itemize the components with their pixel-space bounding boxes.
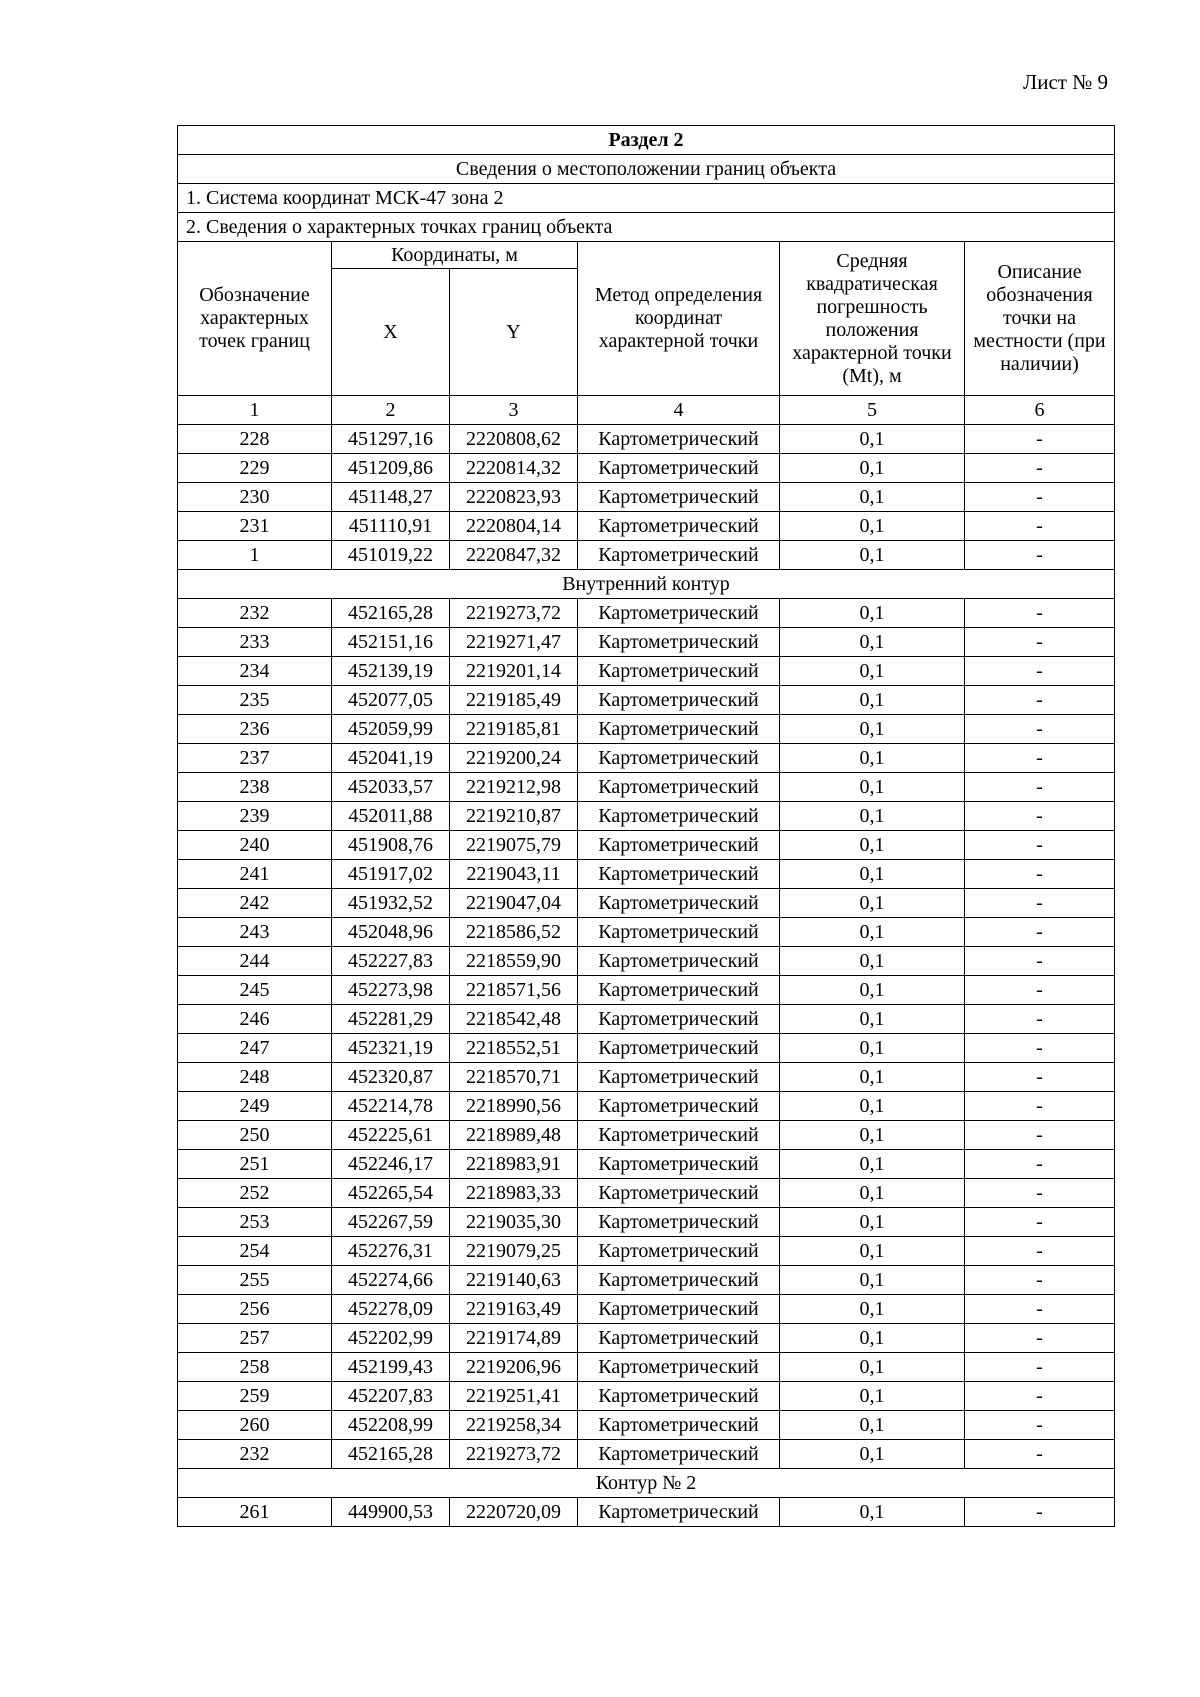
y-coordinate-cell: 2218571,56 (450, 976, 578, 1005)
error-cell: 0,1 (780, 976, 965, 1005)
x-coordinate-cell: 452059,99 (332, 715, 450, 744)
y-coordinate-cell: 2218586,52 (450, 918, 578, 947)
error-cell: 0,1 (780, 1295, 965, 1324)
header-row-1 (178, 242, 1115, 269)
y-coordinate-cell: 2219201,14 (450, 657, 578, 686)
y-coordinate-cell: 2219210,87 (450, 802, 578, 831)
header-method: Метод определения координат характерной точки (578, 242, 780, 396)
contour-label: Контур № 2 (178, 1469, 1115, 1498)
y-coordinate-cell: 2218552,51 (450, 1034, 578, 1063)
table-row (178, 512, 1115, 541)
y-coordinate-cell: 2219251,41 (450, 1382, 578, 1411)
table-row (178, 483, 1115, 512)
x-coordinate-cell: 452273,98 (332, 976, 450, 1005)
error-cell: 0,1 (780, 483, 965, 512)
point-id-cell: 236 (178, 715, 332, 744)
x-coordinate-cell: 451917,02 (332, 860, 450, 889)
y-coordinate-cell: 2218559,90 (450, 947, 578, 976)
point-id-cell: 260 (178, 1411, 332, 1440)
point-id-cell: 228 (178, 425, 332, 454)
point-id-cell: 242 (178, 889, 332, 918)
x-coordinate-cell: 452276,31 (332, 1237, 450, 1266)
point-id-cell: 230 (178, 483, 332, 512)
description-cell: - (965, 918, 1115, 947)
table-row (178, 1353, 1115, 1382)
table-row (178, 1382, 1115, 1411)
table-row (178, 1498, 1115, 1527)
table-row (178, 802, 1115, 831)
table-row (178, 889, 1115, 918)
description-cell: - (965, 1295, 1115, 1324)
y-coordinate-cell: 2218989,48 (450, 1121, 578, 1150)
description-cell: - (965, 1208, 1115, 1237)
x-coordinate-cell: 452281,29 (332, 1005, 450, 1034)
point-id-cell: 232 (178, 1440, 332, 1469)
x-coordinate-cell: 452225,61 (332, 1121, 450, 1150)
description-cell: - (965, 947, 1115, 976)
point-id-cell: 231 (178, 512, 332, 541)
x-coordinate-cell: 451209,86 (332, 454, 450, 483)
header-y: Y (450, 269, 578, 396)
y-coordinate-cell: 2220808,62 (450, 425, 578, 454)
point-id-cell: 257 (178, 1324, 332, 1353)
point-id-cell: 241 (178, 860, 332, 889)
point-id-cell: 1 (178, 541, 332, 570)
y-coordinate-cell: 2218983,33 (450, 1179, 578, 1208)
method-cell: Картометрический (578, 483, 780, 512)
x-coordinate-cell: 452202,99 (332, 1324, 450, 1353)
description-cell: - (965, 686, 1115, 715)
table-row (178, 1440, 1115, 1469)
section-title-row (178, 126, 1115, 155)
table-row (178, 1324, 1115, 1353)
table-row (178, 1121, 1115, 1150)
table-row (178, 715, 1115, 744)
x-coordinate-cell: 452265,54 (332, 1179, 450, 1208)
y-coordinate-cell: 2219035,30 (450, 1208, 578, 1237)
table-row (178, 918, 1115, 947)
error-cell: 0,1 (780, 1353, 965, 1382)
method-cell: Картометрический (578, 454, 780, 483)
x-coordinate-cell: 452278,09 (332, 1295, 450, 1324)
description-cell: - (965, 889, 1115, 918)
y-coordinate-cell: 2219047,04 (450, 889, 578, 918)
method-cell: Картометрический (578, 1498, 780, 1527)
x-coordinate-cell: 452199,43 (332, 1353, 450, 1382)
x-coordinate-cell: 451110,91 (332, 512, 450, 541)
description-cell: - (965, 1063, 1115, 1092)
point-id-cell: 233 (178, 628, 332, 657)
method-cell: Картометрический (578, 831, 780, 860)
description-cell: - (965, 715, 1115, 744)
method-cell: Картометрический (578, 1121, 780, 1150)
method-cell: Картометрический (578, 860, 780, 889)
table-row (178, 599, 1115, 628)
point-id-cell: 258 (178, 1353, 332, 1382)
coord-system-row (178, 184, 1115, 213)
y-coordinate-cell: 2219200,24 (450, 744, 578, 773)
y-coordinate-cell: 2219163,49 (450, 1295, 578, 1324)
point-id-cell: 229 (178, 454, 332, 483)
table-row (178, 976, 1115, 1005)
description-cell: - (965, 541, 1115, 570)
y-coordinate-cell: 2218570,71 (450, 1063, 578, 1092)
error-cell: 0,1 (780, 1498, 965, 1527)
boundary-points-table (177, 125, 1115, 1527)
column-number: 4 (578, 396, 780, 425)
error-cell: 0,1 (780, 1208, 965, 1237)
point-id-cell: 246 (178, 1005, 332, 1034)
point-id-cell: 250 (178, 1121, 332, 1150)
description-cell: - (965, 860, 1115, 889)
point-id-cell: 243 (178, 918, 332, 947)
column-numbers-row (178, 396, 1115, 425)
y-coordinate-cell: 2219273,72 (450, 599, 578, 628)
error-cell: 0,1 (780, 541, 965, 570)
method-cell: Картометрический (578, 599, 780, 628)
table-subtitle: Сведения о местоположении границ объекта (178, 155, 1115, 184)
method-cell: Картометрический (578, 1295, 780, 1324)
method-cell: Картометрический (578, 1324, 780, 1353)
description-cell: - (965, 976, 1115, 1005)
table-row (178, 1208, 1115, 1237)
description-cell: - (965, 483, 1115, 512)
x-coordinate-cell: 452227,83 (332, 947, 450, 976)
point-id-cell: 259 (178, 1382, 332, 1411)
error-cell: 0,1 (780, 1150, 965, 1179)
table-row (178, 744, 1115, 773)
error-cell: 0,1 (780, 1092, 965, 1121)
table-row (178, 657, 1115, 686)
point-id-cell: 244 (178, 947, 332, 976)
description-cell: - (965, 1440, 1115, 1469)
description-cell: - (965, 657, 1115, 686)
method-cell: Картометрический (578, 1208, 780, 1237)
description-cell: - (965, 1353, 1115, 1382)
error-cell: 0,1 (780, 628, 965, 657)
description-cell: - (965, 425, 1115, 454)
column-number: 2 (332, 396, 450, 425)
x-coordinate-cell: 451932,52 (332, 889, 450, 918)
error-cell: 0,1 (780, 1034, 965, 1063)
subtitle-row (178, 155, 1115, 184)
y-coordinate-cell: 2220823,93 (450, 483, 578, 512)
method-cell: Картометрический (578, 1150, 780, 1179)
column-number: 1 (178, 396, 332, 425)
method-cell: Картометрический (578, 1063, 780, 1092)
error-cell: 0,1 (780, 802, 965, 831)
method-cell: Картометрический (578, 1353, 780, 1382)
column-number: 5 (780, 396, 965, 425)
method-cell: Картометрический (578, 1179, 780, 1208)
error-cell: 0,1 (780, 715, 965, 744)
y-coordinate-cell: 2218542,48 (450, 1005, 578, 1034)
column-number: 6 (965, 396, 1115, 425)
y-coordinate-cell: 2219043,11 (450, 860, 578, 889)
x-coordinate-cell: 451908,76 (332, 831, 450, 860)
y-coordinate-cell: 2219212,98 (450, 773, 578, 802)
contour-section-row (178, 1469, 1115, 1498)
table-row (178, 1295, 1115, 1324)
x-coordinate-cell: 452246,17 (332, 1150, 450, 1179)
y-coordinate-cell: 2218983,91 (450, 1150, 578, 1179)
method-cell: Картометрический (578, 512, 780, 541)
table-row (178, 1063, 1115, 1092)
point-id-cell: 247 (178, 1034, 332, 1063)
description-cell: - (965, 1382, 1115, 1411)
point-id-cell: 251 (178, 1150, 332, 1179)
point-id-cell: 249 (178, 1092, 332, 1121)
header-description: Описание обозначения точки на местности (при наличии) (965, 242, 1115, 396)
header-designation: Обозначение характерных точек границ (178, 242, 332, 396)
method-cell: Картометрический (578, 628, 780, 657)
point-id-cell: 239 (178, 802, 332, 831)
point-id-cell: 235 (178, 686, 332, 715)
method-cell: Картометрический (578, 1237, 780, 1266)
point-id-cell: 256 (178, 1295, 332, 1324)
y-coordinate-cell: 2219271,47 (450, 628, 578, 657)
y-coordinate-cell: 2220814,32 (450, 454, 578, 483)
x-coordinate-cell: 452214,78 (332, 1092, 450, 1121)
x-coordinate-cell: 452267,59 (332, 1208, 450, 1237)
point-id-cell: 237 (178, 744, 332, 773)
contour-label: Внутренний контур (178, 570, 1115, 599)
description-cell: - (965, 1121, 1115, 1150)
header-coordinates: Координаты, м (332, 242, 578, 269)
header-x: X (332, 269, 450, 396)
point-id-cell: 248 (178, 1063, 332, 1092)
x-coordinate-cell: 452207,83 (332, 1382, 450, 1411)
method-cell: Картометрический (578, 918, 780, 947)
description-cell: - (965, 628, 1115, 657)
point-id-cell: 261 (178, 1498, 332, 1527)
table-row (178, 1034, 1115, 1063)
method-cell: Картометрический (578, 1382, 780, 1411)
description-cell: - (965, 1498, 1115, 1527)
y-coordinate-cell: 2220847,32 (450, 541, 578, 570)
error-cell: 0,1 (780, 1440, 965, 1469)
description-cell: - (965, 1034, 1115, 1063)
error-cell: 0,1 (780, 1411, 965, 1440)
x-coordinate-cell: 451019,22 (332, 541, 450, 570)
table-row (178, 1005, 1115, 1034)
x-coordinate-cell: 452208,99 (332, 1411, 450, 1440)
table-row (178, 1411, 1115, 1440)
error-cell: 0,1 (780, 512, 965, 541)
point-id-cell: 238 (178, 773, 332, 802)
x-coordinate-cell: 452320,87 (332, 1063, 450, 1092)
table-row (178, 947, 1115, 976)
x-coordinate-cell: 451297,16 (332, 425, 450, 454)
description-cell: - (965, 1179, 1115, 1208)
method-cell: Картометрический (578, 744, 780, 773)
method-cell: Картометрический (578, 715, 780, 744)
error-cell: 0,1 (780, 860, 965, 889)
sheet-number: Лист № 9 (1022, 70, 1108, 94)
description-cell: - (965, 512, 1115, 541)
description-cell: - (965, 1150, 1115, 1179)
table-row (178, 454, 1115, 483)
y-coordinate-cell: 2219185,81 (450, 715, 578, 744)
error-cell: 0,1 (780, 744, 965, 773)
error-cell: 0,1 (780, 889, 965, 918)
x-coordinate-cell: 452033,57 (332, 773, 450, 802)
description-cell: - (965, 773, 1115, 802)
point-id-cell: 234 (178, 657, 332, 686)
table-row (178, 1092, 1115, 1121)
error-cell: 0,1 (780, 657, 965, 686)
point-id-cell: 252 (178, 1179, 332, 1208)
error-cell: 0,1 (780, 599, 965, 628)
method-cell: Картометрический (578, 686, 780, 715)
error-cell: 0,1 (780, 1382, 965, 1411)
y-coordinate-cell: 2219075,79 (450, 831, 578, 860)
y-coordinate-cell: 2220804,14 (450, 512, 578, 541)
method-cell: Картометрический (578, 541, 780, 570)
y-coordinate-cell: 2218990,56 (450, 1092, 578, 1121)
method-cell: Картометрический (578, 773, 780, 802)
method-cell: Картометрический (578, 1092, 780, 1121)
table-row (178, 686, 1115, 715)
method-cell: Картометрический (578, 1411, 780, 1440)
x-coordinate-cell: 452165,28 (332, 599, 450, 628)
error-cell: 0,1 (780, 454, 965, 483)
section-title: Раздел 2 (178, 126, 1115, 155)
x-coordinate-cell: 452151,16 (332, 628, 450, 657)
point-id-cell: 253 (178, 1208, 332, 1237)
table-row (178, 1179, 1115, 1208)
method-cell: Картометрический (578, 802, 780, 831)
method-cell: Картометрический (578, 1034, 780, 1063)
table-row (178, 831, 1115, 860)
x-coordinate-cell: 451148,27 (332, 483, 450, 512)
description-cell: - (965, 744, 1115, 773)
x-coordinate-cell: 452165,28 (332, 1440, 450, 1469)
y-coordinate-cell: 2219185,49 (450, 686, 578, 715)
error-cell: 0,1 (780, 1324, 965, 1353)
header-error: Средняя квадратическая погрешность положения характерной точки (Mt), м (780, 242, 965, 396)
method-cell: Картометрический (578, 1440, 780, 1469)
x-coordinate-cell: 452011,88 (332, 802, 450, 831)
method-cell: Картометрический (578, 976, 780, 1005)
error-cell: 0,1 (780, 1121, 965, 1150)
error-cell: 0,1 (780, 686, 965, 715)
method-cell: Картометрический (578, 425, 780, 454)
y-coordinate-cell: 2219174,89 (450, 1324, 578, 1353)
description-cell: - (965, 1005, 1115, 1034)
y-coordinate-cell: 2219273,72 (450, 1440, 578, 1469)
table-row (178, 860, 1115, 889)
x-coordinate-cell: 452139,19 (332, 657, 450, 686)
table-row (178, 1237, 1115, 1266)
method-cell: Картометрический (578, 657, 780, 686)
table-row (178, 1266, 1115, 1295)
table-row (178, 541, 1115, 570)
description-cell: - (965, 1092, 1115, 1121)
point-id-cell: 240 (178, 831, 332, 860)
points-info: 2. Сведения о характерных точках границ объекта (178, 213, 1115, 242)
y-coordinate-cell: 2219140,63 (450, 1266, 578, 1295)
table-row (178, 1150, 1115, 1179)
points-info-row (178, 213, 1115, 242)
x-coordinate-cell: 452041,19 (332, 744, 450, 773)
x-coordinate-cell: 452274,66 (332, 1266, 450, 1295)
error-cell: 0,1 (780, 831, 965, 860)
error-cell: 0,1 (780, 1237, 965, 1266)
description-cell: - (965, 1411, 1115, 1440)
table-row (178, 773, 1115, 802)
point-id-cell: 255 (178, 1266, 332, 1295)
table-row (178, 425, 1115, 454)
error-cell: 0,1 (780, 1063, 965, 1092)
error-cell: 0,1 (780, 918, 965, 947)
description-cell: - (965, 831, 1115, 860)
contour-section-row (178, 570, 1115, 599)
description-cell: - (965, 1237, 1115, 1266)
y-coordinate-cell: 2219258,34 (450, 1411, 578, 1440)
y-coordinate-cell: 2219079,25 (450, 1237, 578, 1266)
y-coordinate-cell: 2219206,96 (450, 1353, 578, 1382)
error-cell: 0,1 (780, 773, 965, 802)
description-cell: - (965, 802, 1115, 831)
method-cell: Картометрический (578, 947, 780, 976)
error-cell: 0,1 (780, 1005, 965, 1034)
x-coordinate-cell: 449900,53 (332, 1498, 450, 1527)
method-cell: Картометрический (578, 889, 780, 918)
x-coordinate-cell: 452048,96 (332, 918, 450, 947)
description-cell: - (965, 599, 1115, 628)
column-number: 3 (450, 396, 578, 425)
coordinate-system: 1. Система координат МСК-47 зона 2 (178, 184, 1115, 213)
table-row (178, 628, 1115, 657)
method-cell: Картометрический (578, 1266, 780, 1295)
point-id-cell: 254 (178, 1237, 332, 1266)
point-id-cell: 232 (178, 599, 332, 628)
method-cell: Картометрический (578, 1005, 780, 1034)
description-cell: - (965, 1324, 1115, 1353)
point-id-cell: 245 (178, 976, 332, 1005)
error-cell: 0,1 (780, 947, 965, 976)
error-cell: 0,1 (780, 1266, 965, 1295)
description-cell: - (965, 1266, 1115, 1295)
error-cell: 0,1 (780, 1179, 965, 1208)
x-coordinate-cell: 452321,19 (332, 1034, 450, 1063)
error-cell: 0,1 (780, 425, 965, 454)
x-coordinate-cell: 452077,05 (332, 686, 450, 715)
description-cell: - (965, 454, 1115, 483)
y-coordinate-cell: 2220720,09 (450, 1498, 578, 1527)
